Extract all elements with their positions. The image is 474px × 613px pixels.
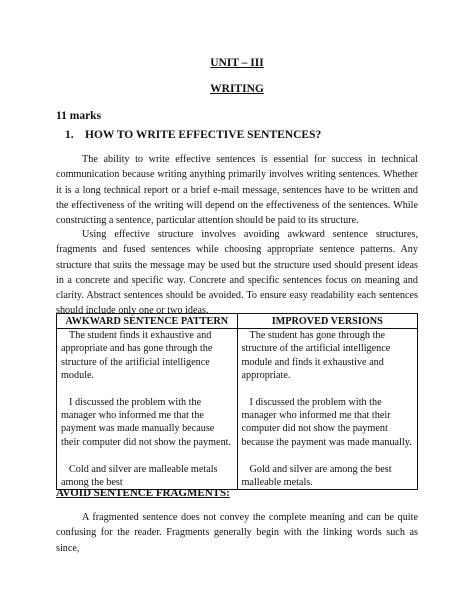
awkward-cell: [57, 396, 238, 449]
fragments-heading: AVOID SENTENCE FRAGMENTS:: [56, 487, 230, 499]
awkward-cell: [57, 329, 238, 382]
paragraph-fragments: A fragmented sentence does not convey the complete meaning and can be quite confusing for the reader. Fragments generally begin with the linking words such as since,: [56, 512, 418, 554]
sentence-comparison-table: [56, 313, 418, 490]
marks-label: 11 marks: [56, 110, 102, 122]
improved-sentence: Gold and silver are among the best malleable metals.: [241, 463, 392, 489]
improved-cell: [237, 329, 418, 382]
unit-title: UNIT – III: [210, 57, 264, 69]
improved-sentence: The student has gone through the structure of the artificial intelligence module and finds it exhaustive and appropriate.: [241, 330, 391, 381]
awkward-cell: [57, 463, 238, 490]
table-spacer-row: [57, 449, 418, 463]
awkward-sentence: The student finds it exhaustive and appropriate and has gone through the structure of the artificial intelligence module.: [61, 330, 213, 381]
table-header-row: [57, 314, 418, 329]
question-heading-text: HOW TO WRITE EFFECTIVE SENTENCES?: [85, 129, 322, 141]
awkward-sentence: Cold and silver are malleable metals among the best: [61, 463, 218, 489]
section-title: WRITING: [210, 83, 264, 95]
column-header-awkward: AWKWARD SENTENCE PATTERN: [57, 314, 238, 329]
improved-sentence: I discussed the problem with the manager who informed me that their computer did not show the payment because the payment was made manually.: [241, 397, 412, 448]
paragraph-intro: The ability to write effective sentences is essential for success in technical communication because writing anything primarily involves writing sentences. Whether it is a long technical report or a brief e-mail message, sentences have to be written and the effectiveness of the writing will depend on the effectiveness of the sentences. While constructing a sentence, particular attention should be paid to its structure.: [56, 154, 418, 227]
awkward-sentence: I discussed the problem with the manager who informed me that the payment was made manually because their computer did not show the payment.: [61, 397, 232, 448]
question-heading: [65, 129, 321, 141]
table-spacer-row: [57, 382, 418, 396]
table-row: [57, 329, 418, 382]
column-header-improved: IMPROVED VERSIONS: [237, 314, 418, 329]
table-row: [57, 396, 418, 449]
improved-cell: [237, 396, 418, 449]
improved-cell: [237, 463, 418, 490]
question-number: 1.: [65, 129, 74, 141]
paragraph-structure: Using effective structure involves avoiding awkward sentence structures, fragments and fused sentences while choosing appropriate sentence patterns. Any structure that suits the message may be used but the structure used should present ideas in a concrete and specific way. Concrete and specific sentences focus on meaning and clarity. Abstract sentences should be avoided. To ensure easy readability each sentences should include only one or two ideas.: [56, 229, 418, 317]
table-row: [57, 463, 418, 490]
